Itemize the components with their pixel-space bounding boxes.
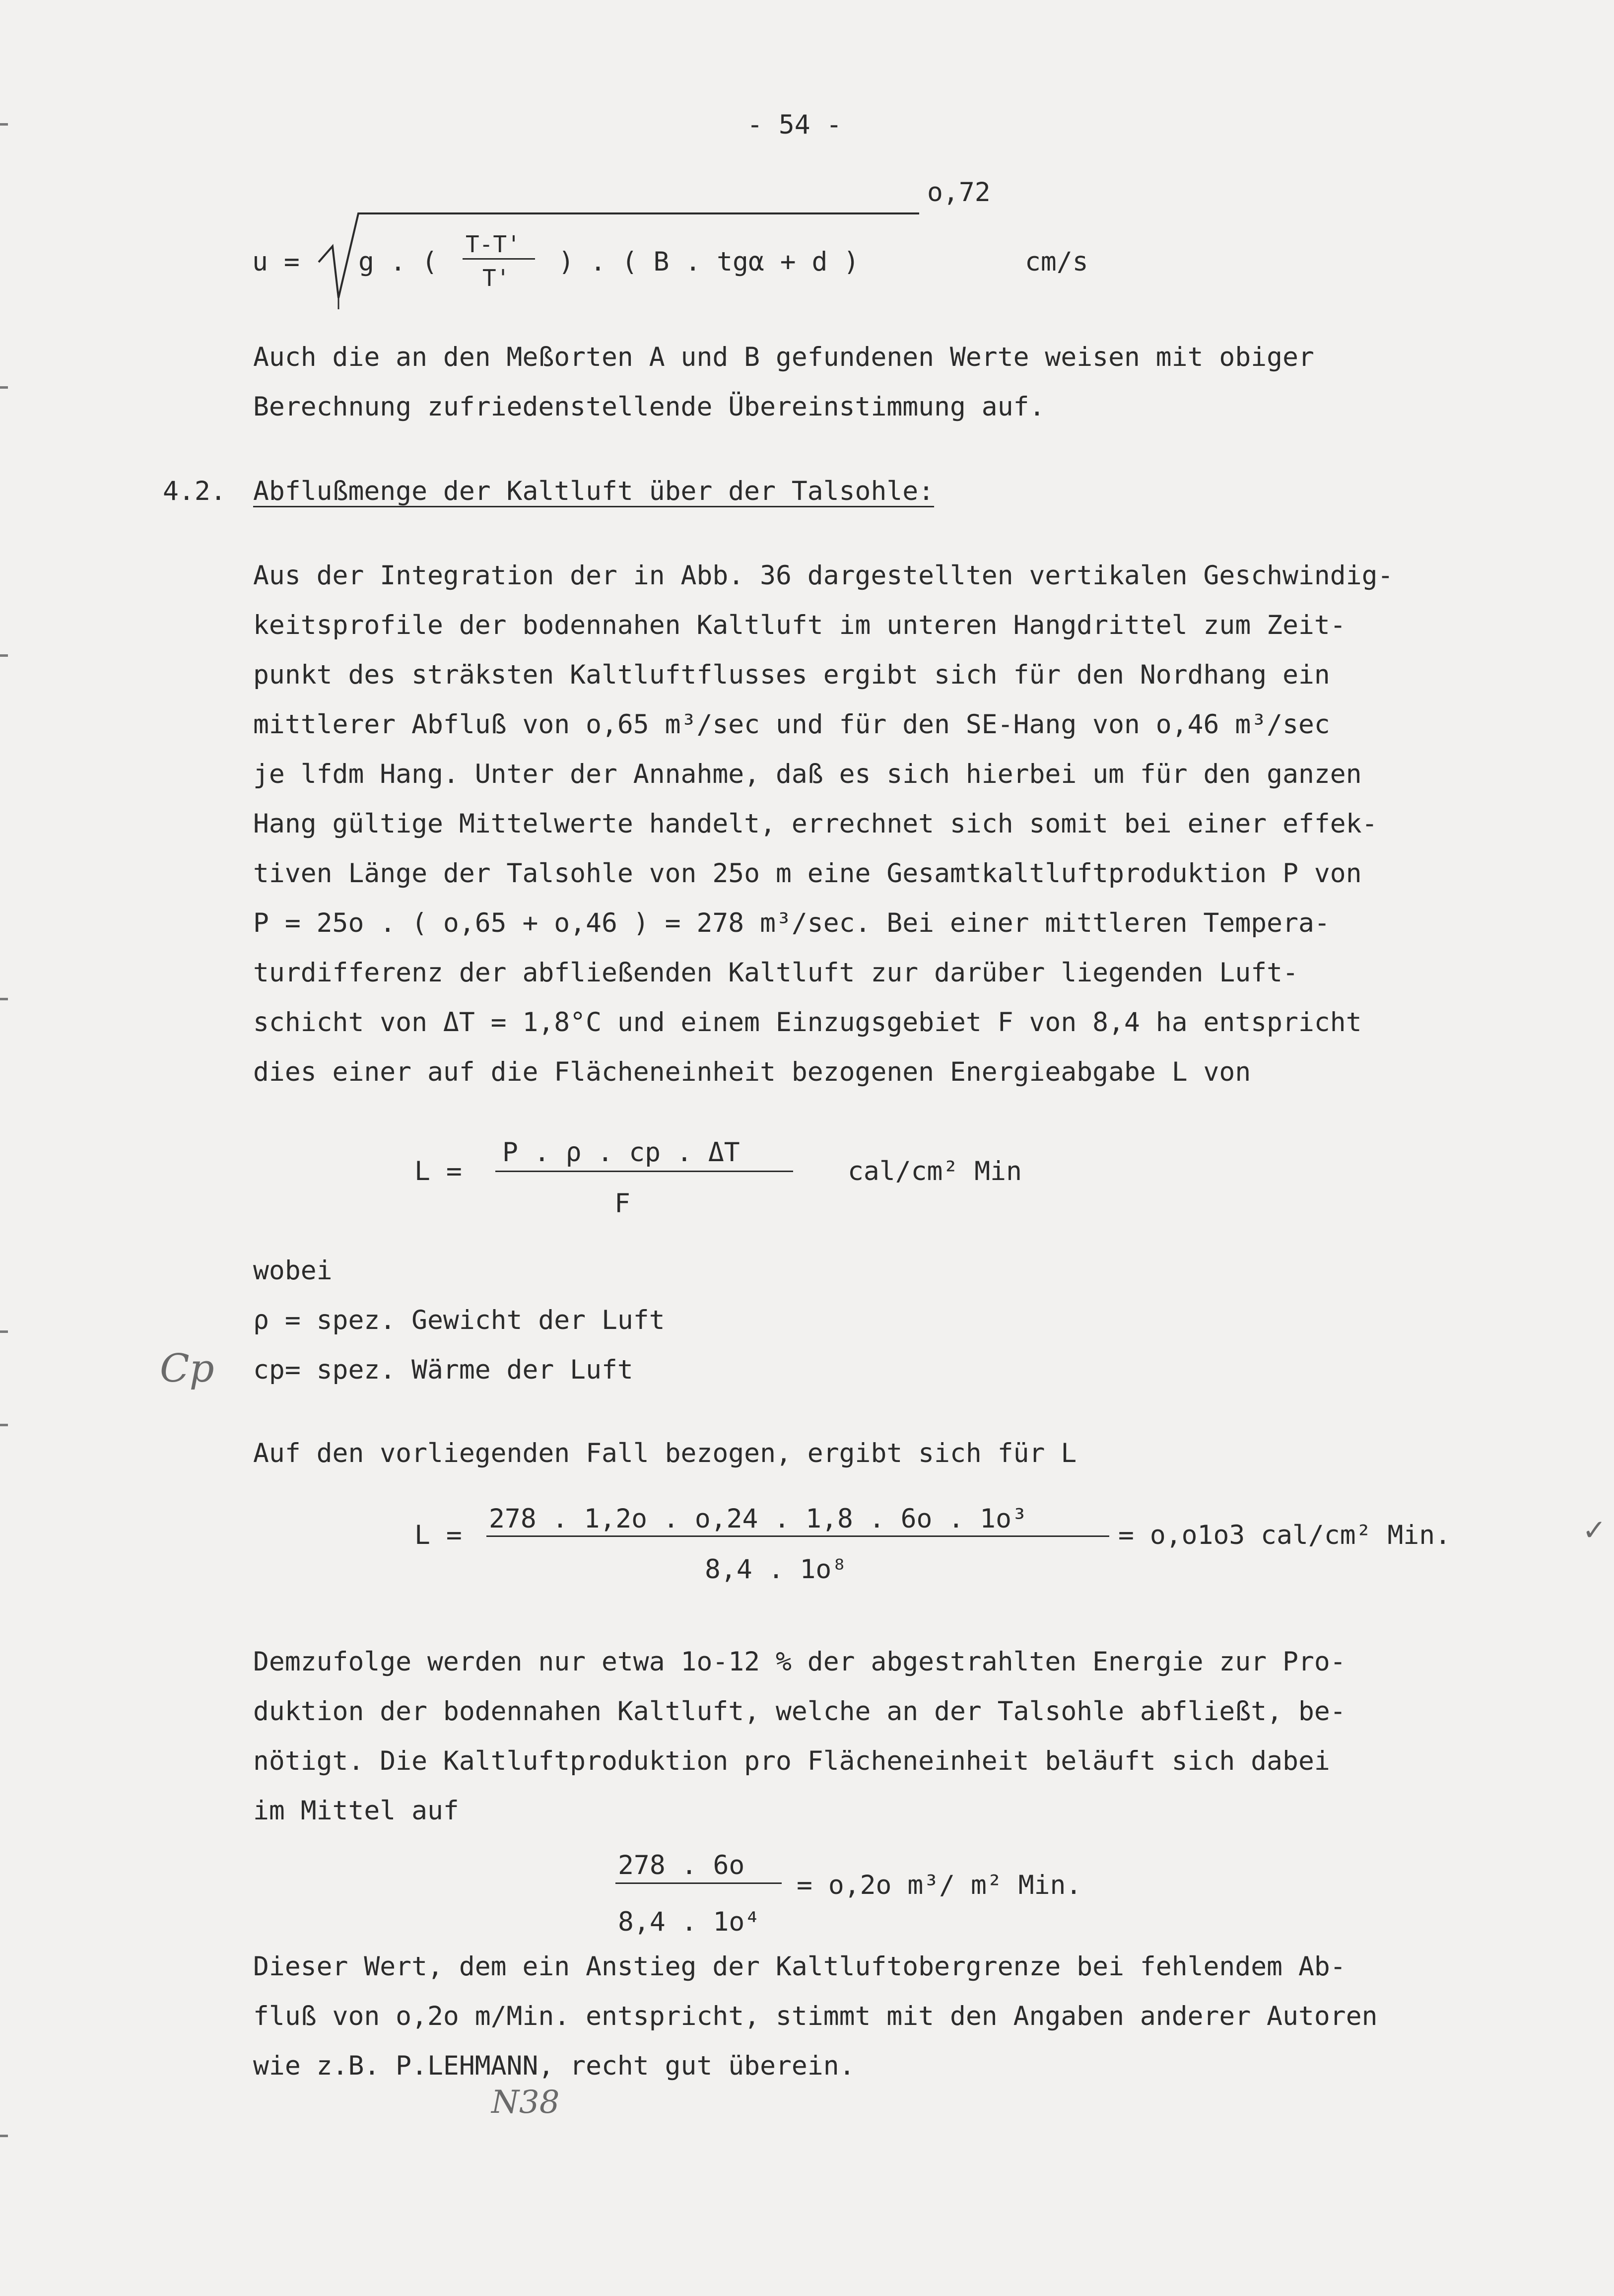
text-line: je lfdm Hang. Unter der Annahme, daß es sich hierbei um für den ganzen: [253, 759, 1362, 789]
text-line: punkt des sträksten Kaltluftflusses ergibt sich für den Nordhang ein: [253, 660, 1330, 690]
text-line: keitsprofile der bodennahen Kaltluft im unteren Hangdrittel zum Zeit-: [253, 610, 1346, 640]
formula-L-lhs: L =: [414, 1156, 462, 1186]
section-title: Abflußmenge der Kaltluft über der Talsohle:: [253, 476, 935, 506]
text-line: duktion der bodennahen Kaltluft, welche an der Talsohle abfließt, be-: [253, 1696, 1346, 1727]
formula-u-exponent: o,72: [927, 177, 991, 208]
formula-u-radicand-end: ) . ( B . tgα + d ): [558, 247, 860, 277]
text-line: Aus der Integration der in Abb. 36 dargestellten vertikalen Geschwindig-: [253, 560, 1394, 591]
text-line: wie z.B. P.LEHMANN, recht gut überein.: [253, 2051, 855, 2081]
paragraph-1: [253, 333, 1548, 432]
margin-tick: [0, 2135, 8, 2137]
formula-prod-denominator: 8,4 . 1o⁴: [618, 1907, 761, 1937]
handwritten-signature: N38: [491, 2084, 560, 2121]
text-line: nötigt. Die Kaltluftproduktion pro Flächeneinheit beläuft sich dabei: [253, 1746, 1330, 1776]
formula-L-denominator: F: [614, 1188, 630, 1219]
margin-tick: [0, 123, 8, 126]
handwritten-cp-note: Cp: [160, 1346, 214, 1391]
formula-u-radicand-start: g . (: [358, 247, 438, 277]
margin-tick: [0, 1424, 8, 1426]
margin-tick: [0, 1330, 8, 1333]
text-line: tiven Länge der Talsohle von 25o m eine Gesamtkaltluftproduktion P von: [253, 858, 1362, 889]
text-line: turdifferenz der abfließenden Kaltluft zur darüber liegenden Luft-: [253, 958, 1298, 988]
formula-u-unit: cm/s: [1025, 247, 1088, 277]
margin-tick: [0, 654, 8, 657]
formula-L-numerator: P . ρ . cp . ΔT: [502, 1137, 740, 1168]
formula-u-fraction-bar: [463, 258, 535, 260]
text-line: Demzufolge werden nur etwa 1o-12 % der abgestrahlten Energie zur Pro-: [253, 1647, 1346, 1677]
text-line: Berechnung zufriedenstellende Übereinstimmung auf.: [253, 392, 1045, 422]
page-number: - 54 -: [747, 110, 842, 140]
paragraph-2: [253, 551, 1548, 1097]
definition-rho: ρ = spez. Gewicht der Luft: [253, 1305, 665, 1335]
margin-tick: [0, 998, 8, 1000]
check-mark-icon: ✓: [1582, 1513, 1607, 1547]
formula-L2-lhs: L =: [414, 1520, 462, 1550]
section-number: 4.2.: [163, 476, 226, 506]
text-line: P = 25o . ( o,65 + o,46 ) = 278 m³/sec. Bei einer mittleren Tempera-: [253, 908, 1330, 938]
text-line: mittlerer Abfluß von o,65 m³/sec und für den SE-Hang von o,46 m³/sec: [253, 709, 1330, 740]
paragraph-3: Auf den vorliegenden Fall bezogen, ergibt sich für L: [253, 1438, 1077, 1468]
text-line: fluß von o,2o m/Min. entspricht, stimmt mit den Angaben anderer Autoren: [253, 2001, 1378, 2031]
formula-prod-numerator: 278 . 6o: [618, 1850, 745, 1880]
formula-u-fraction-numerator: T-T': [466, 231, 521, 258]
formula-L2-result: = o,o1o3 cal/cm² Min.: [1118, 1520, 1451, 1550]
paragraph-4: [253, 1637, 1548, 1836]
formula-prod-fraction-bar: [615, 1882, 782, 1884]
definition-cp: cp= spez. Wärme der Luft: [253, 1355, 633, 1385]
formula-L-unit: cal/cm² Min: [848, 1156, 1022, 1186]
text-line: dies einer auf die Flächeneinheit bezogenen Energieabgabe L von: [253, 1057, 1251, 1087]
formula-L2-numerator: 278 . 1,2o . o,24 . 1,8 . 6o . 1o³: [489, 1504, 1027, 1534]
text-line: Dieser Wert, dem ein Anstieg der Kaltluftobergrenze bei fehlendem Ab-: [253, 1951, 1346, 1982]
text-line: Hang gültige Mittelwerte handelt, errechnet sich somit bei einer effek-: [253, 809, 1378, 839]
definitions-intro: wobei: [253, 1255, 333, 1286]
formula-prod-result: = o,2o m³/ m² Min.: [797, 1870, 1082, 1900]
margin-tick: [0, 386, 8, 389]
formula-u-lhs: u =: [252, 247, 300, 277]
text-line: im Mittel auf: [253, 1796, 459, 1826]
formula-L-fraction-bar: [495, 1171, 793, 1172]
formula-u-fraction-denominator: T': [482, 265, 510, 291]
formula-L2-denominator: 8,4 . 1o⁸: [705, 1554, 848, 1585]
text-line: schicht von ΔT = 1,8°C und einem Einzugsgebiet F von 8,4 ha entspricht: [253, 1007, 1362, 1038]
paragraph-5: [253, 1942, 1548, 2091]
text-line: Auch die an den Meßorten A und B gefundenen Werte weisen mit obiger: [253, 342, 1314, 372]
formula-L2-fraction-bar: [486, 1535, 1109, 1537]
